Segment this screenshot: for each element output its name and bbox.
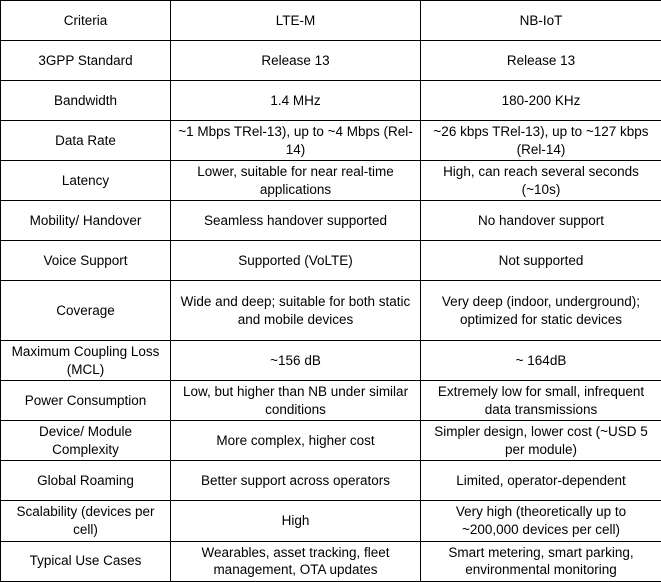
header-cell-lte-m: LTE-M <box>171 1 421 41</box>
nb-iot-cell: Release 13 <box>421 41 661 81</box>
nb-iot-cell: Extremely low for small, infrequent data transmissions <box>421 381 661 421</box>
nb-iot-cell: ~26 kbps TRel-13), up to ~127 kbps (Rel-14) <box>421 121 661 161</box>
table-row-scalability <box>1 501 661 541</box>
table-header-row <box>1 1 661 41</box>
criteria-cell: Data Rate <box>1 121 171 161</box>
table-row-voice-support <box>1 241 661 281</box>
nb-iot-cell: Limited, operator-dependent <box>421 461 661 501</box>
criteria-cell: Latency <box>1 161 171 201</box>
table-row-maximum-coupling-loss <box>1 341 661 381</box>
lte-m-cell: Low, but higher than NB under similar conditions <box>171 381 421 421</box>
nb-iot-cell: Very deep (indoor, underground); optimized for static devices <box>421 281 661 341</box>
criteria-cell: Voice Support <box>1 241 171 281</box>
criteria-cell: Coverage <box>1 281 171 341</box>
nb-iot-cell: Not supported <box>421 241 661 281</box>
criteria-cell: Maximum Coupling Loss (MCL) <box>1 341 171 381</box>
nb-iot-cell: High, can reach several seconds (~10s) <box>421 161 661 201</box>
table-row-coverage <box>1 281 661 341</box>
header-cell-criteria: Criteria <box>1 1 171 41</box>
nb-iot-cell: No handover support <box>421 201 661 241</box>
lte-m-cell: Lower, suitable for near real-time applications <box>171 161 421 201</box>
criteria-cell: Mobility/ Handover <box>1 201 171 241</box>
criteria-cell: Device/ Module Complexity <box>1 421 171 461</box>
table-row-global-roaming <box>1 461 661 501</box>
criteria-cell: Power Consumption <box>1 381 171 421</box>
nb-iot-cell: 180-200 KHz <box>421 81 661 121</box>
table-row-typical-use-cases <box>1 541 661 581</box>
table-row-mobility-handover <box>1 201 661 241</box>
lte-m-cell: ~1 Mbps TRel-13), up to ~4 Mbps (Rel-14) <box>171 121 421 161</box>
table-row-data-rate <box>1 121 661 161</box>
criteria-cell: 3GPP Standard <box>1 41 171 81</box>
nb-iot-cell: Simpler design, lower cost (~USD 5 per module) <box>421 421 661 461</box>
table-row-device-module-complexity <box>1 421 661 461</box>
lte-m-cell: ~156 dB <box>171 341 421 381</box>
nb-iot-cell: ~ 164dB <box>421 341 661 381</box>
lte-m-cell: 1.4 MHz <box>171 81 421 121</box>
lte-m-cell: Supported (VoLTE) <box>171 241 421 281</box>
criteria-cell: Scalability (devices per cell) <box>1 501 171 541</box>
header-cell-nb-iot: NB-IoT <box>421 1 661 41</box>
table-row-power-consumption <box>1 381 661 421</box>
table-row-3gpp-standard <box>1 41 661 81</box>
lte-m-cell: Wide and deep; suitable for both static and mobile devices <box>171 281 421 341</box>
lte-m-cell: High <box>171 501 421 541</box>
criteria-cell: Typical Use Cases <box>1 541 171 581</box>
criteria-cell: Bandwidth <box>1 81 171 121</box>
lte-m-cell: Release 13 <box>171 41 421 81</box>
nb-iot-cell: Very high (theoretically up to ~200,000 devices per cell) <box>421 501 661 541</box>
lte-m-cell: Wearables, asset tracking, fleet management, OTA updates <box>171 541 421 581</box>
lte-m-cell: Seamless handover supported <box>171 201 421 241</box>
lte-m-cell: Better support across operators <box>171 461 421 501</box>
table-row-latency <box>1 161 661 201</box>
table-row-bandwidth <box>1 81 661 121</box>
criteria-cell: Global Roaming <box>1 461 171 501</box>
nb-iot-cell: Smart metering, smart parking, environmental monitoring <box>421 541 661 581</box>
lte-m-cell: More complex, higher cost <box>171 421 421 461</box>
